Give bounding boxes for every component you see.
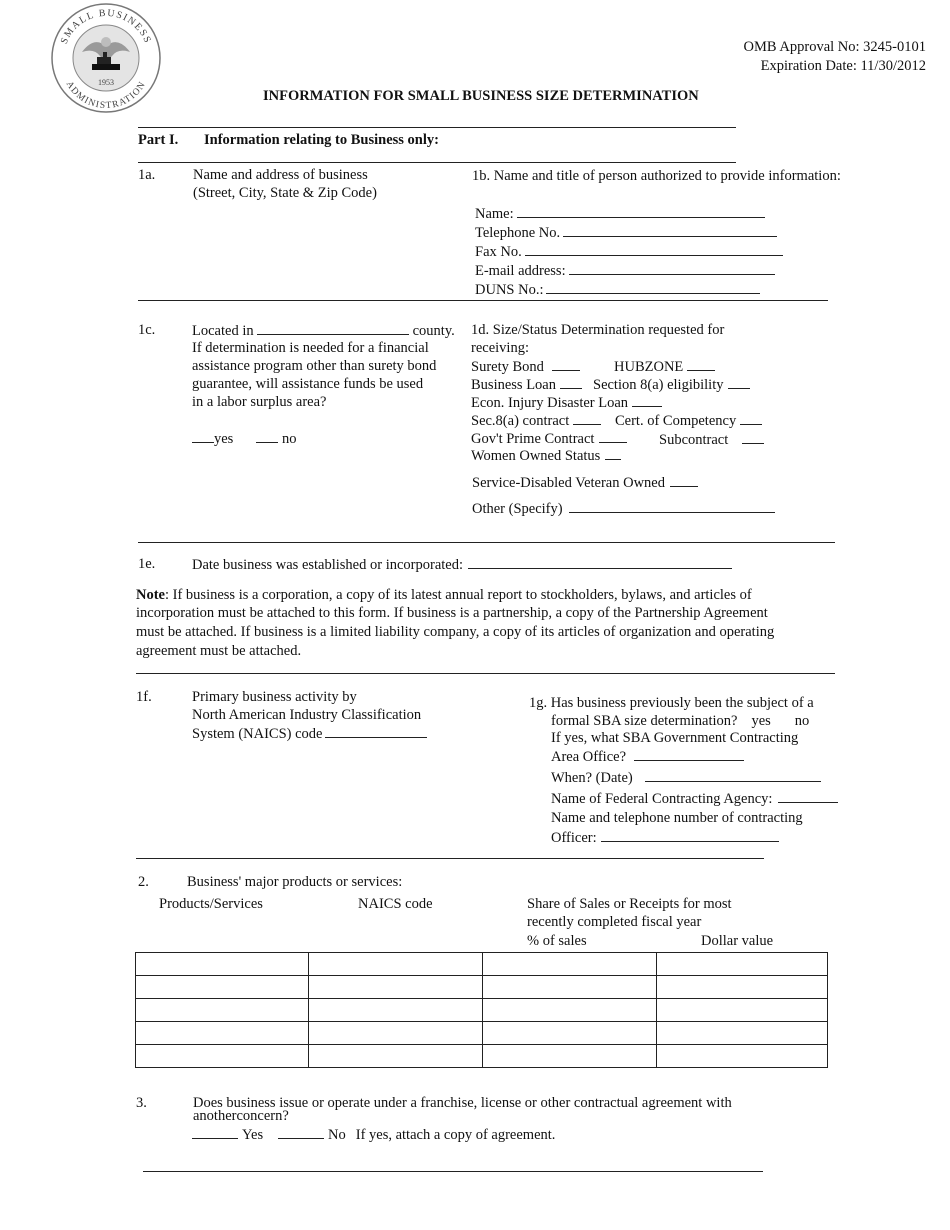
seal-text-top: SMALL BUSINESS [58,7,154,46]
prior-determination-question: formal SBA size determination? [551,713,738,729]
q1c-line2: If determination is needed for a financial [192,340,429,356]
part1-title: Information relating to Business only: [204,132,439,148]
note-line3: must be attached. If business is a limited liability company, a copy of its articles of organization and operating [136,624,775,640]
franchise-yes-option[interactable] [192,1125,263,1144]
section8a-option[interactable] [593,375,750,394]
other-label: Other (Specify) [472,501,563,517]
business-loan-blank[interactable] [560,375,582,389]
franchise-no-blank[interactable] [278,1125,324,1139]
agency-field[interactable] [551,789,838,808]
subcontract-option[interactable] [659,430,764,449]
subcontract-label: Subcontract [659,432,729,448]
table-row [136,999,828,1022]
govt-prime-label: Gov't Prime Contract [471,431,595,447]
naics-code-field[interactable] [192,724,427,743]
cert-competency-label: Cert. of Competency [615,413,737,429]
yes-blank[interactable] [192,429,214,443]
area-office-blank[interactable] [634,747,744,761]
surety-blank[interactable] [552,357,580,371]
q1d-heading: 1d. Size/Status Determination requested for [471,322,725,338]
located-label: Located in [192,323,254,339]
table-cell[interactable] [136,999,309,1022]
table-cell[interactable] [483,953,657,976]
table-row [136,1022,828,1045]
econ-injury-blank[interactable] [632,393,662,407]
q3-line1: Does business issue or operate under a franchise, license or other contractual agreement with [193,1095,732,1111]
seal-text-bottom: ADMINISTRATION [63,79,149,112]
section8a-blank[interactable] [728,375,750,389]
officer-field[interactable] [551,828,779,847]
omb-approval: OMB Approval No: 3245-0101 [743,39,926,55]
surety-label: Surety Bond [471,359,544,375]
section8a-label: Section 8(a) eligibility [593,377,724,393]
agency-label: Name of Federal Contracting Agency: [551,791,773,807]
col-pct-header: % of sales [527,933,587,949]
table-cell[interactable] [657,1045,828,1068]
prior-yes-option[interactable]: yes [751,713,771,729]
q1c-line4: guarantee, will assistance funds be used [192,376,424,392]
table-cell[interactable] [657,1022,828,1045]
econ-injury-label: Econ. Injury Disaster Loan [471,395,629,411]
agency-blank[interactable] [778,789,838,803]
franchise-yes-blank[interactable] [192,1125,238,1139]
part1-label: Part I. [138,132,179,148]
q1a-number: 1a. [138,167,156,183]
divider [143,1171,763,1172]
table-cell[interactable] [483,1022,657,1045]
table-cell[interactable] [483,1045,657,1068]
q1f-line1: Primary business activity by [192,689,357,705]
officer-blank[interactable] [601,828,779,842]
col-naics-header: NAICS code [358,896,433,912]
table-row [136,1045,828,1068]
table-cell[interactable] [309,999,483,1022]
hubzone-blank[interactable] [687,357,715,371]
table-cell[interactable] [657,999,828,1022]
q1c-line5: in a labor surplus area? [192,394,327,410]
cert-competency-option[interactable] [615,411,762,430]
duns-field[interactable] [475,280,760,299]
franchise-yes-label: Yes [242,1127,264,1143]
no-label: no [282,431,297,447]
q1a-sublabel: (Street, City, State & Zip Code) [193,185,377,201]
expiration-date: Expiration Date: 11/30/2012 [760,58,926,74]
fax-label: Fax No. [475,244,522,260]
col-dollar-header: Dollar value [701,933,774,949]
when-date-field[interactable] [551,768,821,787]
table-cell[interactable] [136,1045,309,1068]
sba-seal-logo [50,2,162,114]
products-table [135,952,828,1068]
table-cell[interactable] [136,1022,309,1045]
county-blank[interactable] [257,321,409,335]
table-cell[interactable] [657,976,828,999]
fax-blank[interactable] [525,242,783,256]
naics-blank[interactable] [325,724,427,738]
table-cell[interactable] [309,1022,483,1045]
q2-title: Business' major products or services: [187,874,403,890]
cert-competency-blank[interactable] [740,411,762,425]
telephone-field[interactable] [475,223,777,242]
duns-blank[interactable] [546,280,760,294]
located-in-field[interactable] [192,321,455,340]
q1g-line3: If yes, what SBA Government Contracting [551,730,799,746]
note-text1: : If business is a corporation, a copy of its latest annual report to stockholders, bylaws, and articles of [165,587,752,603]
q1a-label: Name and address of business [193,167,368,183]
franchise-no-option[interactable] [278,1125,555,1144]
hubzone-option[interactable] [614,357,715,376]
q2-number: 2. [138,874,149,890]
no-blank[interactable] [256,429,278,443]
when-date-label: When? (Date) [551,770,633,786]
area-office-field[interactable] [551,747,744,766]
sdvo-blank[interactable] [670,473,698,487]
duns-label: DUNS No.: [475,282,544,298]
q1d-receiving: receiving: [471,340,529,356]
name-blank[interactable] [517,204,765,218]
when-date-blank[interactable] [645,768,821,782]
sdvo-option[interactable] [472,473,698,492]
econ-injury-option[interactable] [471,393,662,412]
other-specify-field[interactable] [472,499,775,518]
q1f-number: 1f. [136,689,152,705]
labor-surplus-no[interactable] [256,429,297,448]
surety-bond-option[interactable] [471,357,580,376]
col-products-header: Products/Services [159,896,263,912]
email-blank[interactable] [569,261,775,275]
sdvo-label: Service-Disabled Veteran Owned [472,475,665,491]
women-owned-option[interactable] [471,446,621,465]
divider [138,300,828,301]
note-line2: incorporation must be attached to this form. If business is a partnership, a copy of the Partnership Agreement [136,605,768,621]
q1c-line3: assistance program other than surety bond [192,358,437,374]
table-cell[interactable] [136,953,309,976]
franchise-no-label: No [328,1127,346,1143]
seal-year: 1953 [98,78,114,87]
divider [136,858,764,859]
table-cell[interactable] [136,976,309,999]
q1b-heading: 1b. Name and title of person authorized to provide information: [472,168,841,184]
divider [136,673,835,674]
sec8a-contract-label: Sec.8(a) contract [471,413,570,429]
date-established-field[interactable] [192,555,732,574]
women-owned-label: Women Owned Status [471,448,601,464]
table-cell[interactable] [309,953,483,976]
table-row [136,976,828,999]
form-title: INFORMATION FOR SMALL BUSINESS SIZE DETERMINATION [263,88,699,104]
sec8a-contract-option[interactable] [471,411,601,430]
divider [138,542,835,543]
other-blank[interactable] [569,499,775,513]
area-office-label: Area Office? [551,749,626,765]
county-label: county. [412,323,455,339]
q1g-line7: Name and telephone number of contracting [551,810,803,826]
name-field[interactable] [475,204,765,223]
q1f-line2: North American Industry Classification [192,707,422,723]
telephone-label: Telephone No. [475,225,561,241]
business-loan-label: Business Loan [471,377,556,393]
date-established-blank[interactable] [468,555,732,569]
email-field[interactable] [475,261,775,280]
hubzone-label: HUBZONE [614,359,684,375]
subcontract-blank[interactable] [742,430,764,444]
women-owned-blank[interactable] [605,446,621,460]
officer-label: Officer: [551,830,597,846]
table-cell[interactable] [309,1045,483,1068]
attach-instruction: If yes, attach a copy of agreement. [355,1127,556,1143]
govt-prime-blank[interactable] [599,429,627,443]
date-established-label: Date business was established or incorporated: [192,557,463,573]
email-label: E-mail address: [475,263,566,279]
note-label: Note [136,587,165,603]
name-label: Name: [475,206,514,222]
q3-number: 3. [136,1095,147,1111]
fax-field[interactable] [475,242,783,261]
share-header-line2: recently completed fiscal year [527,914,702,930]
business-loan-option[interactable] [471,375,582,394]
share-header-line1: Share of Sales or Receipts for most [527,896,732,912]
sec8a-contract-blank[interactable] [573,411,601,425]
q3-line2: anotherconcern? [193,1108,289,1124]
yes-label: yes [214,431,234,447]
q1e-number: 1e. [138,556,156,572]
prior-no-option[interactable]: no [794,713,810,729]
q1g-line2 [551,712,809,730]
table-cell[interactable] [309,976,483,999]
divider [138,127,736,128]
labor-surplus-yes[interactable] [192,429,233,448]
table-cell[interactable] [657,953,828,976]
divider [138,162,736,163]
table-row [136,953,828,976]
note-line1 [136,586,752,604]
note-line4: agreement must be attached. [136,643,302,659]
telephone-blank[interactable] [563,223,777,237]
naics-label: System (NAICS) code [192,726,323,742]
q1g-line1: 1g. Has business previously been the subject of a [529,695,814,711]
table-cell[interactable] [483,976,657,999]
table-cell[interactable] [483,999,657,1022]
q1c-number: 1c. [138,322,156,338]
